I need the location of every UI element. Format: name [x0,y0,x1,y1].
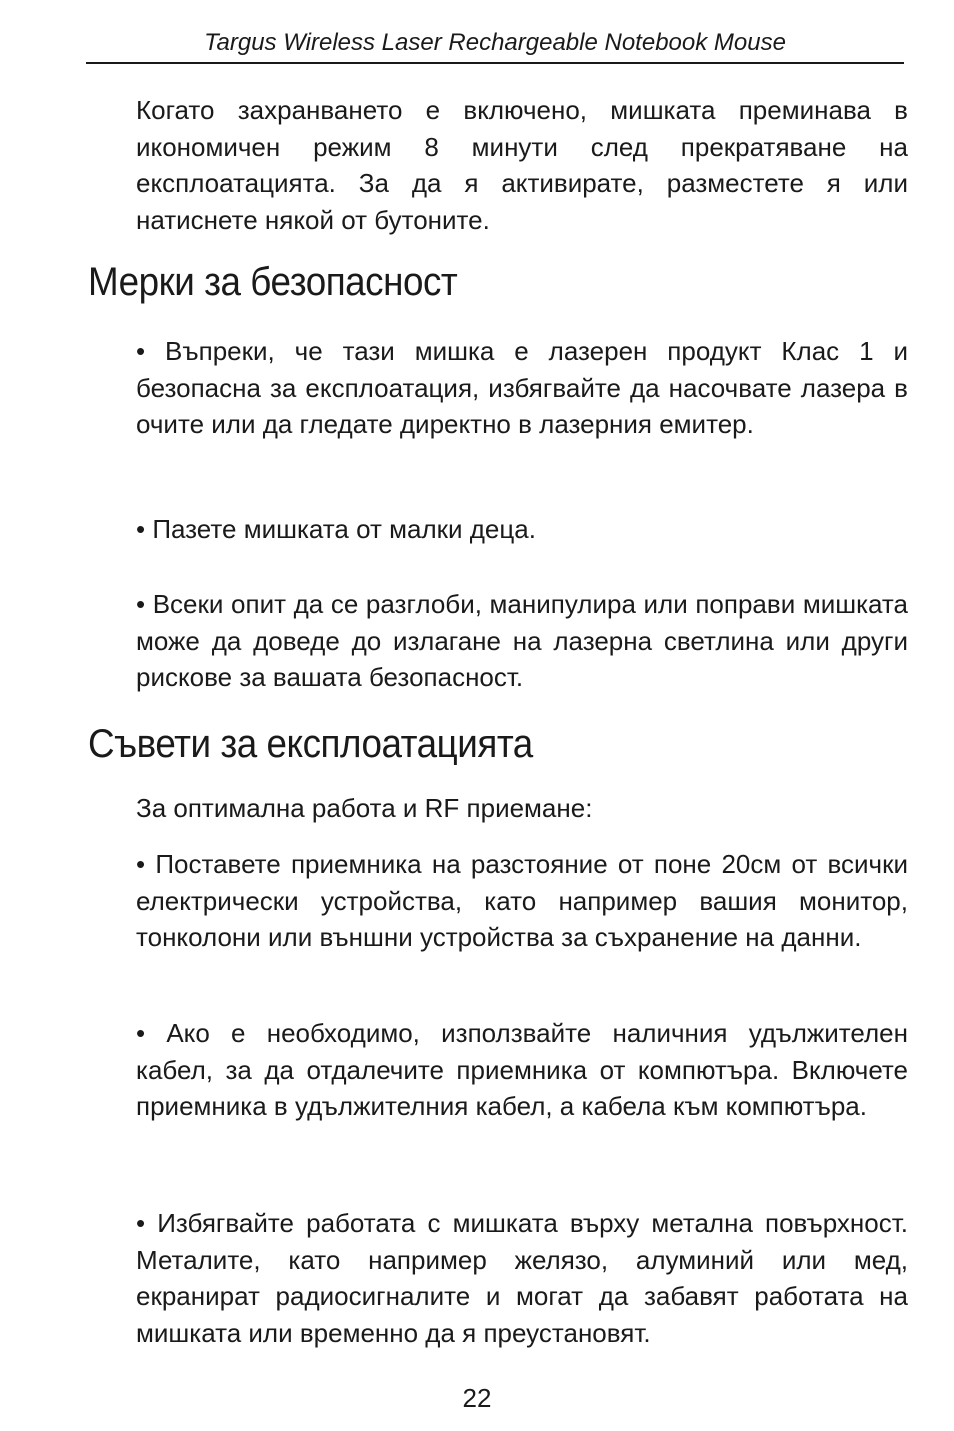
tips-heading: Съвети за експлоатацията [88,722,533,766]
page-number: 22 [462,1383,492,1413]
safety-item-laser: • Въпреки, че тази мишка е лазерен продукт Клас 1 и безопасна за експлоатация, избягвайте да насочвате лазера в очите или да гледате директно в лазерния емитер. [136,336,908,439]
tips-item-extension-cable: • Ако е необходимо, използвайте наличния удължителен кабел, за да отдалечите приемника от компютъра. Включете приемника в удължителния кабел, а кабела към компютъра. [136,1018,908,1121]
header-divider [86,62,904,64]
tips-lead: За оптимална работа и RF приемане: [136,793,593,823]
tips-item-distance: • Поставете приемника на разстояние от поне 20см от всички електрически устройства, като например вашия монитор, тонколони или външни устройства за съхранение на данни. [136,849,908,952]
safety-item-disassembly: • Всеки опит да се разглоби, манипулира или поправи мишката може да доведе до излагане на лазерна светлина или други рискове за вашата безопасност. [136,589,908,692]
safety-heading: Мерки за безопасност [88,260,458,304]
safety-item-children: • Пазете мишката от малки деца. [136,514,536,544]
intro-paragraph: Когато захранването е включено, мишката преминава в икономичен режим 8 минути след прекратяване на експлоатацията. За да я активирате, разместете я или натиснете някой от бутоните. [136,95,908,235]
tips-item-metal-surface: • Избягвайте работата с мишката върху метална повърхност. Металите, като например желязо, алуминий или мед, екранират радиосигналите и могат да забавят работата на мишката или временно да я преустановят. [136,1208,908,1348]
running-header: Targus Wireless Laser Rechargeable Notebook Mouse [204,29,786,56]
